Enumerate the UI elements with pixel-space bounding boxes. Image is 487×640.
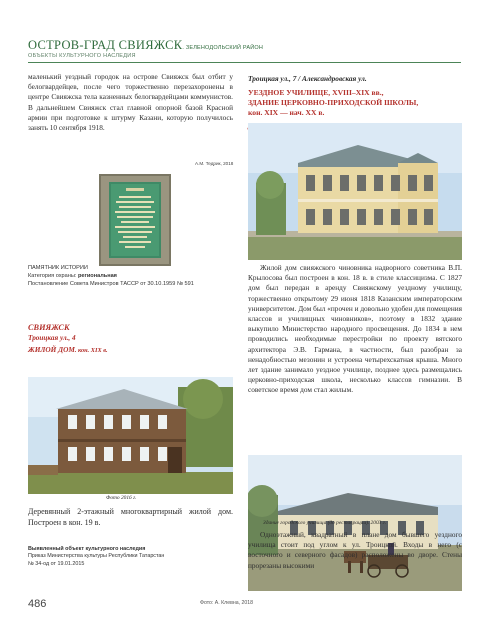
intro-paragraph <box>28 72 233 133</box>
wooden-house-photo <box>28 377 233 494</box>
photo-caption-school: Здание городского училища (до реставрации). 2003 г. <box>263 520 387 526</box>
monument-status <box>28 264 194 288</box>
site-title: СВИЯЖСК <box>28 323 70 332</box>
header-divider <box>28 62 461 63</box>
registry-number: № 34-од от 19.01.2015 <box>28 560 85 567</box>
site-street: Троицкая ул., 4 <box>28 334 76 342</box>
school-description <box>248 530 462 571</box>
memorial-plaque-photo <box>99 174 171 266</box>
protection-category-value: региональная <box>78 273 117 279</box>
section-title-text: ОСТРОВ-ГРАД СВИЯЖСК <box>28 38 183 52</box>
school-address: Троицкая ул., 7 / Александровская ул. <box>248 74 367 83</box>
section-subtitle: ОБЪЕКТЫ КУЛЬТУРНОГО НАСЛЕДИЯ <box>28 53 136 59</box>
school-history-text <box>248 263 462 396</box>
school-header <box>248 74 462 130</box>
site-object-date: . кон. XIX в. <box>74 347 108 354</box>
registry-order: Приказ Министерства культуры Республики Татарстан <box>28 553 165 560</box>
footer-photo-credit: Фото: А. Клевна, 2018 <box>200 600 254 606</box>
site-object <box>28 345 108 354</box>
school-history-paragraph: Жилой дом свияжского чиновника надворного советника В.П. Крылосова был построен в кон. 18 в. в стиле классицизма. С 1827 дом был передан в аренду Свияжскому уездному училищу, торжественно открытому 29 июня 1818 Казанским императорским университетом. Дом был «прочен и довольно удобен для помещения классов и училищных чиновников», поэтому в 1832 здание выкупило Министерство народного просвещения. До 1834 в нем проводились необходимые перестройки по проекту вятского архитектора Э.В. Гармана, в частности, был разобран за ненадобностью мезонин и устроена четырехскатная крыша. Много лет здание занимало уездное училище, позднее здесь размещались церковно-приходская школа, несколько классов гимназии. В советское время дом стал жилым. <box>248 263 462 395</box>
photo-credit-plaque: А.М. Тедрик, 2018 <box>195 161 234 166</box>
site-object-name: ЖИЛОЙ ДОМ <box>28 345 75 354</box>
district-label: . ЗЕЛЕНОДОЛЬСКИЙ РАЙОН <box>182 45 264 51</box>
school-description-paragraph: Одноэтажный, квадратный в плане дом бывшего уездного училища стоит под углом к ул. Троицкой. Входы в него (с восточного и северного фасадов) расположены во дворе. Стены прорезаны высокими <box>248 530 462 570</box>
registry-title: Выявленный объект культурного наследия <box>28 546 146 552</box>
monument-type: ПАМЯТНИК ИСТОРИИ <box>28 265 88 271</box>
house-description: Деревянный 2-этажный многоквартирный жилой дом. Построен в кон. 19 в. <box>28 507 233 527</box>
restored-school-photo <box>248 123 462 260</box>
photo-caption-house: Фото 2016 г. <box>106 495 137 501</box>
monument-decree: Постановление Совета Министров ТАССР от 30.10.1959 № 591 <box>28 281 194 287</box>
page-number: 486 <box>28 598 47 610</box>
registry-info <box>28 546 164 568</box>
protection-category: Категория охраны: региональная <box>28 273 117 279</box>
intro-text: маленький уездный городок на острове Свияжск был отбит у белогвардейцев, после чего торжественно перезахоронены в центре Свияжска тела казненных белогвардейцами коммунистов. В дальнейшем Свияжск стал главной опорной базой Красной армии при подготовке к штурму Казани, которую получилось занять 10 сентября 1918. <box>28 72 233 133</box>
school-title: УЕЗДНОЕ УЧИЛИЩЕ, XVIII–XIX вв., ЗДАНИЕ ЦЕРКОВНО-ПРИХОДСКОЙ ШКОЛЫ, кон. XIX — нач. XX в. <box>248 88 419 117</box>
section-title <box>28 38 263 53</box>
